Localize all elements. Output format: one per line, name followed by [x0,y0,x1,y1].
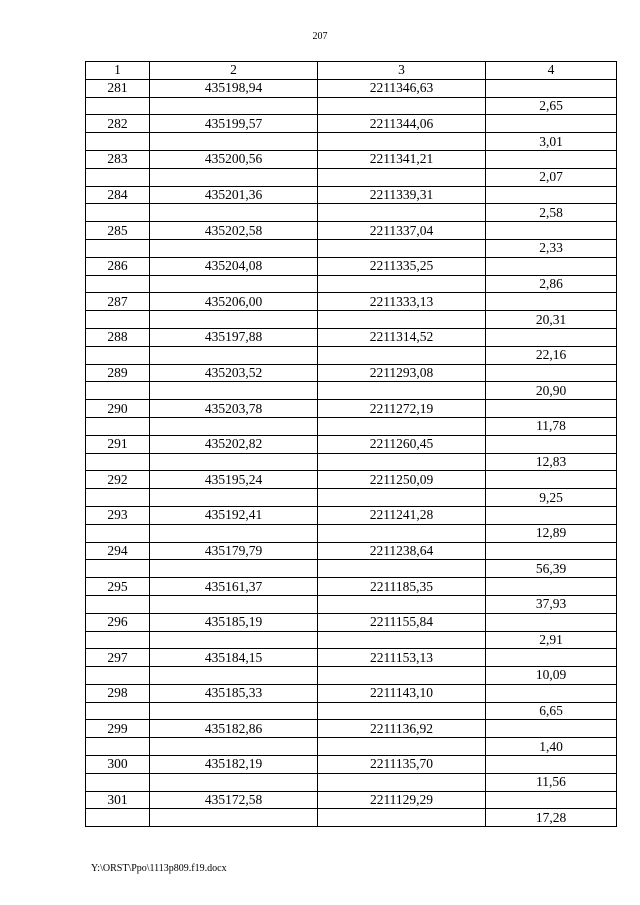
distance-cell: 10,09 [486,667,617,685]
distance-cell: 6,65 [486,702,617,720]
empty-cell [486,684,617,702]
empty-cell [86,702,150,720]
empty-cell [318,702,486,720]
empty-cell [86,738,150,756]
empty-cell [86,311,150,329]
x-coordinate-cell: 435197,88 [150,328,318,346]
table-header-row [86,62,617,80]
point-number-cell: 290 [86,400,150,418]
x-coordinate-cell: 435161,37 [150,578,318,596]
empty-cell [150,595,318,613]
point-number-cell: 289 [86,364,150,382]
empty-cell [150,239,318,257]
y-coordinate-cell: 2211337,04 [318,222,486,240]
empty-cell [86,133,150,151]
empty-cell [86,667,150,685]
x-coordinate-cell: 435198,94 [150,79,318,97]
empty-cell [150,133,318,151]
x-coordinate-cell: 435200,56 [150,150,318,168]
empty-cell [318,631,486,649]
empty-cell [150,168,318,186]
table-row [86,257,617,275]
empty-cell [486,756,617,774]
distance-cell: 17,28 [486,809,617,827]
empty-cell [318,560,486,578]
empty-cell [318,275,486,293]
table-row [86,684,617,702]
table-row-distance [86,204,617,222]
empty-cell [486,364,617,382]
y-coordinate-cell: 2211185,35 [318,578,486,596]
y-coordinate-cell: 2211155,84 [318,613,486,631]
empty-cell [318,417,486,435]
table-row-distance [86,239,617,257]
empty-cell [150,809,318,827]
y-coordinate-cell: 2211346,63 [318,79,486,97]
y-coordinate-cell: 2211260,45 [318,435,486,453]
table-row [86,293,617,311]
distance-cell: 20,31 [486,311,617,329]
y-coordinate-cell: 2211335,25 [318,257,486,275]
table-body [86,79,617,826]
page-number: 207 [312,31,328,42]
empty-cell [150,773,318,791]
empty-cell [486,150,617,168]
empty-cell [150,702,318,720]
empty-cell [486,400,617,418]
column-header-2: 2 [150,62,318,80]
empty-cell [86,168,150,186]
empty-cell [150,524,318,542]
y-coordinate-cell: 2211238,64 [318,542,486,560]
empty-cell [486,649,617,667]
column-header-3: 3 [318,62,486,80]
distance-cell: 11,78 [486,417,617,435]
distance-cell: 37,93 [486,595,617,613]
table-row-distance [86,667,617,685]
empty-cell [486,328,617,346]
x-coordinate-cell: 435179,79 [150,542,318,560]
x-coordinate-cell: 435203,78 [150,400,318,418]
empty-cell [318,453,486,471]
point-number-cell: 287 [86,293,150,311]
distance-cell: 3,01 [486,133,617,151]
point-number-cell: 301 [86,791,150,809]
table-row-distance [86,489,617,507]
empty-cell [486,578,617,596]
point-number-cell: 299 [86,720,150,738]
table-row [86,649,617,667]
empty-cell [486,435,617,453]
empty-cell [318,311,486,329]
distance-cell: 2,07 [486,168,617,186]
empty-cell [86,595,150,613]
table-row-distance [86,382,617,400]
empty-cell [86,275,150,293]
empty-cell [486,720,617,738]
table-row [86,720,617,738]
empty-cell [86,631,150,649]
y-coordinate-cell: 2211136,92 [318,720,486,738]
table-row [86,435,617,453]
table-row-distance [86,809,617,827]
point-number-cell: 288 [86,328,150,346]
y-coordinate-cell: 2211143,10 [318,684,486,702]
y-coordinate-cell: 2211314,52 [318,328,486,346]
x-coordinate-cell: 435182,86 [150,720,318,738]
table-row [86,542,617,560]
empty-cell [318,667,486,685]
x-coordinate-cell: 435172,58 [150,791,318,809]
table-row-distance [86,311,617,329]
distance-cell: 20,90 [486,382,617,400]
point-number-cell: 300 [86,756,150,774]
empty-cell [150,97,318,115]
y-coordinate-cell: 2211344,06 [318,115,486,133]
table-row-distance [86,453,617,471]
empty-cell [318,168,486,186]
empty-cell [486,542,617,560]
y-coordinate-cell: 2211341,21 [318,150,486,168]
empty-cell [318,133,486,151]
empty-cell [86,773,150,791]
empty-cell [486,506,617,524]
distance-cell: 9,25 [486,489,617,507]
empty-cell [150,346,318,364]
distance-cell: 12,89 [486,524,617,542]
x-coordinate-cell: 435192,41 [150,506,318,524]
distance-cell: 1,40 [486,738,617,756]
table-row [86,756,617,774]
empty-cell [150,204,318,222]
distance-cell: 2,33 [486,239,617,257]
empty-cell [318,809,486,827]
table-row-distance [86,524,617,542]
empty-cell [86,489,150,507]
point-number-cell: 298 [86,684,150,702]
empty-cell [150,311,318,329]
point-number-cell: 293 [86,506,150,524]
empty-cell [86,417,150,435]
footer-file-path: Y:\ORST\Ppo\1113p809.f19.docx [91,863,227,874]
table-row [86,400,617,418]
empty-cell [86,382,150,400]
table-row-distance [86,346,617,364]
x-coordinate-cell: 435195,24 [150,471,318,489]
distance-cell: 2,65 [486,97,617,115]
empty-cell [150,453,318,471]
x-coordinate-cell: 435203,52 [150,364,318,382]
x-coordinate-cell: 435199,57 [150,115,318,133]
table-row [86,328,617,346]
y-coordinate-cell: 2211272,19 [318,400,486,418]
empty-cell [318,595,486,613]
x-coordinate-cell: 435204,08 [150,257,318,275]
point-number-cell: 292 [86,471,150,489]
empty-cell [486,186,617,204]
empty-cell [150,275,318,293]
empty-cell [318,382,486,400]
x-coordinate-cell: 435184,15 [150,649,318,667]
point-number-cell: 285 [86,222,150,240]
empty-cell [318,97,486,115]
table-row-distance [86,631,617,649]
y-coordinate-cell: 2211293,08 [318,364,486,382]
x-coordinate-cell: 435201,36 [150,186,318,204]
point-number-cell: 282 [86,115,150,133]
empty-cell [86,809,150,827]
distance-cell: 2,91 [486,631,617,649]
y-coordinate-cell: 2211135,70 [318,756,486,774]
empty-cell [86,97,150,115]
point-number-cell: 294 [86,542,150,560]
table-row [86,364,617,382]
empty-cell [486,115,617,133]
empty-cell [486,293,617,311]
y-coordinate-cell: 2211250,09 [318,471,486,489]
table-row-distance [86,417,617,435]
table-row-distance [86,738,617,756]
table-row [86,506,617,524]
distance-cell: 2,86 [486,275,617,293]
empty-cell [86,524,150,542]
column-header-1: 1 [86,62,150,80]
x-coordinate-cell: 435185,33 [150,684,318,702]
empty-cell [318,738,486,756]
empty-cell [486,222,617,240]
table-row [86,186,617,204]
empty-cell [318,773,486,791]
point-number-cell: 283 [86,150,150,168]
x-coordinate-cell: 435202,82 [150,435,318,453]
table-row [86,791,617,809]
point-number-cell: 281 [86,79,150,97]
empty-cell [318,524,486,542]
table-row [86,471,617,489]
empty-cell [86,453,150,471]
empty-cell [318,489,486,507]
y-coordinate-cell: 2211153,13 [318,649,486,667]
empty-cell [486,791,617,809]
table-row-distance [86,702,617,720]
table-row-distance [86,595,617,613]
y-coordinate-cell: 2211333,13 [318,293,486,311]
empty-cell [86,239,150,257]
x-coordinate-cell: 435185,19 [150,613,318,631]
empty-cell [86,204,150,222]
point-number-cell: 295 [86,578,150,596]
point-number-cell: 291 [86,435,150,453]
table-row-distance [86,275,617,293]
empty-cell [486,257,617,275]
point-number-cell: 297 [86,649,150,667]
table-row [86,222,617,240]
empty-cell [150,631,318,649]
y-coordinate-cell: 2211129,29 [318,791,486,809]
x-coordinate-cell: 435202,58 [150,222,318,240]
table-row-distance [86,560,617,578]
distance-cell: 22,16 [486,346,617,364]
empty-cell [86,560,150,578]
x-coordinate-cell: 435206,00 [150,293,318,311]
distance-cell: 2,58 [486,204,617,222]
table-row-distance [86,133,617,151]
empty-cell [486,79,617,97]
empty-cell [318,204,486,222]
table-row-distance [86,168,617,186]
empty-cell [150,417,318,435]
distance-cell: 11,56 [486,773,617,791]
point-number-cell: 286 [86,257,150,275]
coordinates-table [85,61,617,827]
empty-cell [150,560,318,578]
empty-cell [150,738,318,756]
column-header-4: 4 [486,62,617,80]
distance-cell: 12,83 [486,453,617,471]
distance-cell: 56,39 [486,560,617,578]
empty-cell [486,471,617,489]
point-number-cell: 284 [86,186,150,204]
empty-cell [150,382,318,400]
x-coordinate-cell: 435182,19 [150,756,318,774]
table-row [86,578,617,596]
empty-cell [318,346,486,364]
empty-cell [318,239,486,257]
empty-cell [150,667,318,685]
table-row [86,79,617,97]
y-coordinate-cell: 2211241,28 [318,506,486,524]
empty-cell [486,613,617,631]
empty-cell [150,489,318,507]
table-row [86,150,617,168]
point-number-cell: 296 [86,613,150,631]
table-row-distance [86,773,617,791]
empty-cell [86,346,150,364]
table-row [86,115,617,133]
table-row-distance [86,97,617,115]
y-coordinate-cell: 2211339,31 [318,186,486,204]
table-row [86,613,617,631]
